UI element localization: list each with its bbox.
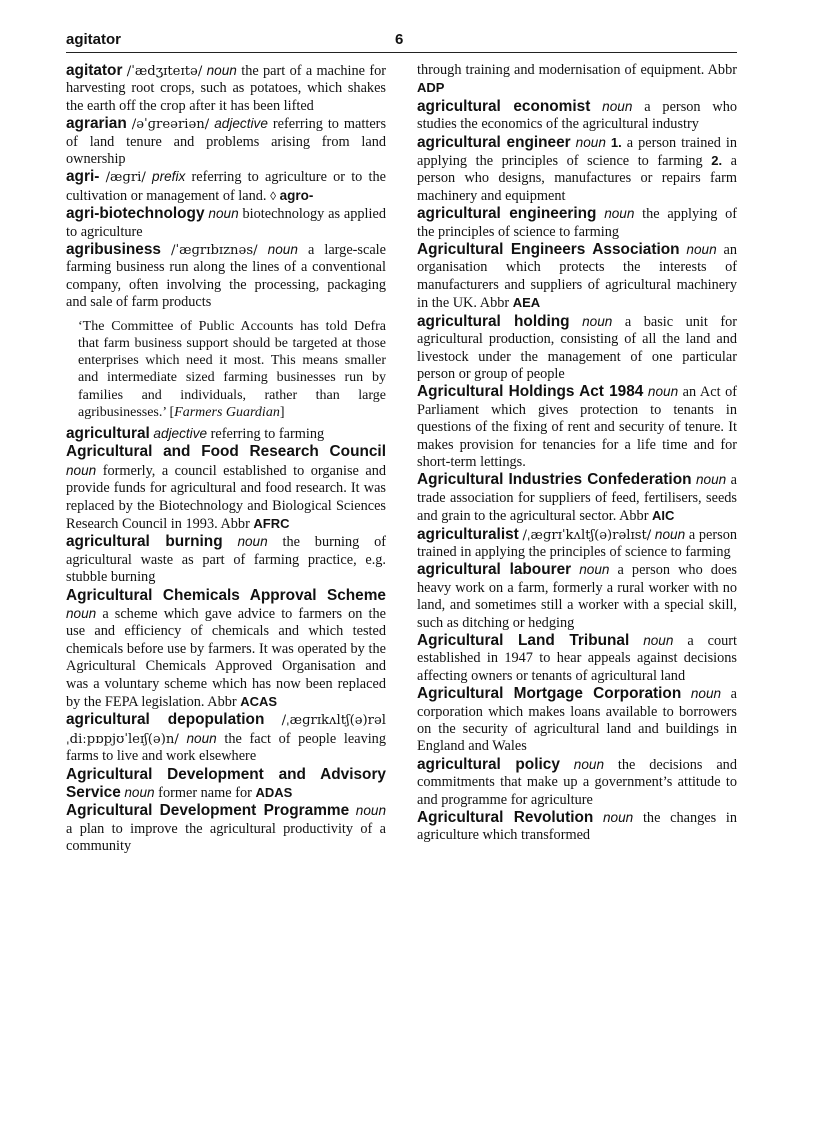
entry-definition: the applying of the principles of science to farming: [417, 206, 737, 240]
entry-part-of-speech: noun: [66, 605, 97, 621]
dictionary-entry: [66, 115, 386, 168]
entry-part-of-speech: noun: [643, 633, 674, 648]
entry-part-of-speech: adjective: [214, 116, 268, 132]
entry-part-of-speech: noun: [66, 462, 97, 478]
dictionary-entry: [66, 766, 386, 803]
entry-definition: referring to farming: [207, 425, 325, 442]
entry-headword: agribusiness: [66, 241, 161, 259]
quote-text: ‘The Committee of Public Accounts has told Defra that farm business support should be targeted at those enterprises which need it most. This means smaller and intermediate sized farming businesses run by families and individuals, rather than large agribusinesses.’: [78, 318, 386, 420]
dictionary-entry: [417, 134, 737, 206]
dictionary-entry: [66, 711, 386, 765]
entry-part-of-speech: noun: [575, 134, 606, 150]
entry-headword: Agricultural Industries Confederation: [417, 471, 692, 489]
dictionary-entry: [66, 205, 386, 241]
entry-definition: a scheme which gave advice to farmers on the use and efficiency of chemicals and which tested chemicals before use by farmers. It was operated by the Agricultural Chemicals Approved Organisation and was a voluntary scheme which has now been replaced by the FEPA legislation. Abbr: [66, 605, 386, 710]
entry-part-of-speech: noun: [690, 686, 722, 702]
dictionary-entry: [417, 526, 737, 562]
entry-abbreviation: ADP: [417, 80, 445, 96]
entry-headword: agri-biotechnology: [66, 205, 205, 223]
entry-headword: agricultural engineering: [417, 205, 597, 223]
entry-pronunciation: / ˌæɡrɪˈkʌltʃ(ə)rəlɪst /: [522, 528, 651, 543]
left-column: [66, 62, 386, 856]
entry-headword: Agricultural Chemicals Approval Scheme: [66, 586, 386, 604]
dictionary-entry: [66, 533, 386, 586]
dictionary-entry: [417, 98, 737, 134]
entry-definition: referring to agriculture or to the cultivation or management of land.: [66, 169, 386, 204]
entry-headword: agri-: [66, 168, 100, 186]
entry-definition: a large-scale farming business run along the lines of a conventional company, often involving the processing, packaging and sale of farm products: [66, 242, 387, 311]
entry-definition: the part of a machine for harvesting root crops, such as potatoes, which shakes the earth off the crop after it has been lifted: [66, 63, 387, 114]
entry-pronunciation: / æɡri /: [106, 170, 146, 185]
page-number: 6: [395, 31, 404, 48]
dictionary-entry: [417, 756, 737, 809]
entry-headword: Agricultural Development Programme: [66, 802, 350, 820]
entry-abbreviation: AIC: [652, 508, 675, 524]
citation-quote: ‘The Committee of Public Accounts has told Defra that farm business support should be targeted at those enterprises which need it most. This means smaller and intermediate sized farming businesses run by families and individuals, rather than large agribusinesses.’ [Farmers Guardian]: [78, 318, 386, 420]
entry-definition: the decisions and commitments that make up a government’s attitude to and programme for agriculture: [417, 756, 737, 808]
entry-part-of-speech: noun: [579, 562, 610, 578]
dictionary-entry: [417, 809, 737, 845]
entry-headword: agricultural burning: [66, 533, 223, 551]
entry-part-of-speech: noun: [602, 98, 633, 114]
entry-part-of-speech: noun: [355, 803, 387, 819]
entry-headword: agitator: [66, 62, 123, 79]
entry-part-of-speech: noun: [186, 730, 217, 746]
entry-part-of-speech: noun: [208, 206, 239, 222]
dictionary-entry: [66, 168, 386, 205]
entry-definition: through training and modernisation of equipment. Abbr: [417, 62, 737, 78]
entry-definition: formerly, a council established to organise and provide funds for agricultural and food research. It was replaced by the Biotechnology and Biological Sciences Research Council in 1993. Abbr: [66, 462, 386, 532]
entry-pronunciation: / ˌæɡrɪkʌltʃ(ə)rəl ˌdiːpɒpjʊˈleɪʃ(ə)n /: [66, 713, 386, 746]
entry-definition: a corporation which makes loans available to borrowers on the security of agricultural land and buildings in England and Wales: [417, 686, 737, 755]
dictionary-entry: [66, 587, 386, 712]
cross-reference: agro-: [279, 187, 314, 203]
entry-abbreviation: ACAS: [240, 694, 278, 709]
entry-definition: a basic unit for agricultural production, consisting of all the land and livestock under the management of one particular person or group of people: [417, 313, 738, 382]
entry-definition: a trade association for suppliers of feed, fertilisers, seeds and grain to the agricultural sector. Abbr: [417, 472, 737, 525]
entry-part-of-speech: adjective: [153, 425, 208, 441]
header-headword: agitator: [66, 31, 122, 48]
entry-part-of-speech: noun: [695, 472, 727, 488]
dictionary-entry: [417, 561, 737, 632]
entry-headword: agricultural policy: [417, 755, 560, 773]
entry-part-of-speech: noun: [603, 810, 634, 826]
entry-headword: agricultural: [66, 424, 150, 442]
sense-number: 1.: [610, 134, 622, 150]
entry-headword: Agricultural Land Tribunal: [417, 632, 630, 649]
entry-abbreviation: AFRC: [253, 515, 290, 531]
entry-definition: the changes in agriculture which transformed: [417, 810, 737, 844]
entry-headword: agrarian: [66, 115, 127, 133]
entry-headword: agricultural economist: [417, 97, 591, 115]
entry-headword: agriculturalist: [417, 525, 519, 543]
dictionary-entry: [66, 62, 386, 115]
entry-part-of-speech: noun: [582, 313, 613, 329]
entry-headword: Agricultural Engineers Association: [417, 241, 680, 259]
dictionary-entry: [66, 425, 386, 443]
entry-definition: referring to matters of land tenure and problems arising from land ownership: [66, 116, 387, 168]
entry-definition: a person trained in applying the principles of science to farming: [417, 134, 737, 170]
dictionary-entry: [417, 241, 737, 313]
entry-definition: a person trained in applying the principles of science to farming: [417, 526, 737, 560]
entry-abbreviation: AEA: [512, 295, 541, 311]
entry-headword: agricultural labourer: [417, 561, 572, 579]
entry-definition: a plan to improve the agricultural productivity of a community: [66, 820, 386, 855]
entry-part-of-speech: noun: [124, 785, 155, 801]
dictionary-entry: [417, 205, 737, 241]
entry-definition: former name for: [154, 785, 256, 802]
entry-part-of-speech: noun: [267, 242, 298, 258]
dictionary-entry: [417, 313, 737, 384]
sense-number: 2.: [711, 153, 723, 169]
entry-headword: agricultural depopulation: [66, 711, 265, 729]
entry-definition: an Act of Parliament which gives protection to tenants in questions of the fixing of rent and security of tenure. It makes provision for tenancies for a life time and for short-term lettings.: [417, 384, 738, 470]
entry-definition: an organisation which protects the interests of manufacturers and suppliers of agricultural machinery in the UK. Abbr: [417, 242, 737, 312]
entry-definition: a person who designs, manufactures or repairs farm machinery and equipment: [417, 153, 738, 204]
dictionary-entry: [417, 383, 737, 471]
entry-headword: Agricultural Mortgage Corporation: [417, 685, 682, 703]
quote-source: Farmers Guardian: [174, 404, 280, 420]
entry-pronunciation: / ˈæɡrɪbɪznəs /: [171, 243, 258, 258]
entry-part-of-speech: noun: [237, 534, 268, 550]
right-column: [417, 62, 737, 845]
dictionary-entry: [417, 471, 737, 525]
entry-pronunciation: / əˈɡreəriən /: [132, 117, 210, 132]
entry-part-of-speech: noun: [573, 756, 605, 772]
cross-reference-icon: ◊: [270, 188, 277, 203]
dictionary-entry: [66, 241, 386, 312]
entry-headword: Agricultural and Food Research Council: [66, 443, 386, 461]
entry-part-of-speech: noun: [654, 526, 686, 542]
entry-headword: Agricultural Development and Advisory Service: [66, 765, 386, 802]
entry-headword: Agricultural Revolution: [417, 809, 594, 827]
running-header: [66, 28, 737, 53]
entry-definition: biotechnology as applied to agriculture: [66, 206, 386, 240]
entry-headword: agricultural holding: [417, 312, 570, 330]
dictionary-entry: [66, 802, 386, 855]
entry-definition: a person who studies the economics of the agricultural industry: [417, 98, 738, 133]
dictionary-entry: [66, 443, 386, 533]
entry-part-of-speech: noun: [686, 242, 717, 258]
entry-definition: the burning of agricultural waste as part of farming practice, e.g. stubble burning: [66, 534, 386, 586]
dictionary-entry-continued: [417, 62, 737, 98]
entry-part-of-speech: noun: [604, 206, 635, 222]
entry-definition: a court established in 1947 to hear appeals against decisions affecting owners or tenants of agricultural land: [417, 633, 738, 684]
dictionary-entry: [417, 632, 737, 685]
entry-part-of-speech: prefix: [152, 169, 186, 185]
entry-part-of-speech: noun: [647, 384, 679, 400]
entry-definition: a person who does heavy work on a farm, formerly a rural worker with no land, and sometimes still a worker with a special skill, such as ditching or hedging: [417, 562, 737, 631]
entry-definition: the fact of people leaving farms to live and work elsewhere: [66, 730, 386, 765]
entry-headword: Agricultural Holdings Act 1984: [417, 383, 644, 401]
entry-headword: agricultural engineer: [417, 133, 571, 151]
entry-abbreviation: ADAS: [255, 785, 293, 801]
entry-part-of-speech: noun: [206, 63, 237, 78]
entry-pronunciation: / ˈædʒɪteɪtə /: [127, 64, 202, 79]
dictionary-entry: [417, 685, 737, 756]
